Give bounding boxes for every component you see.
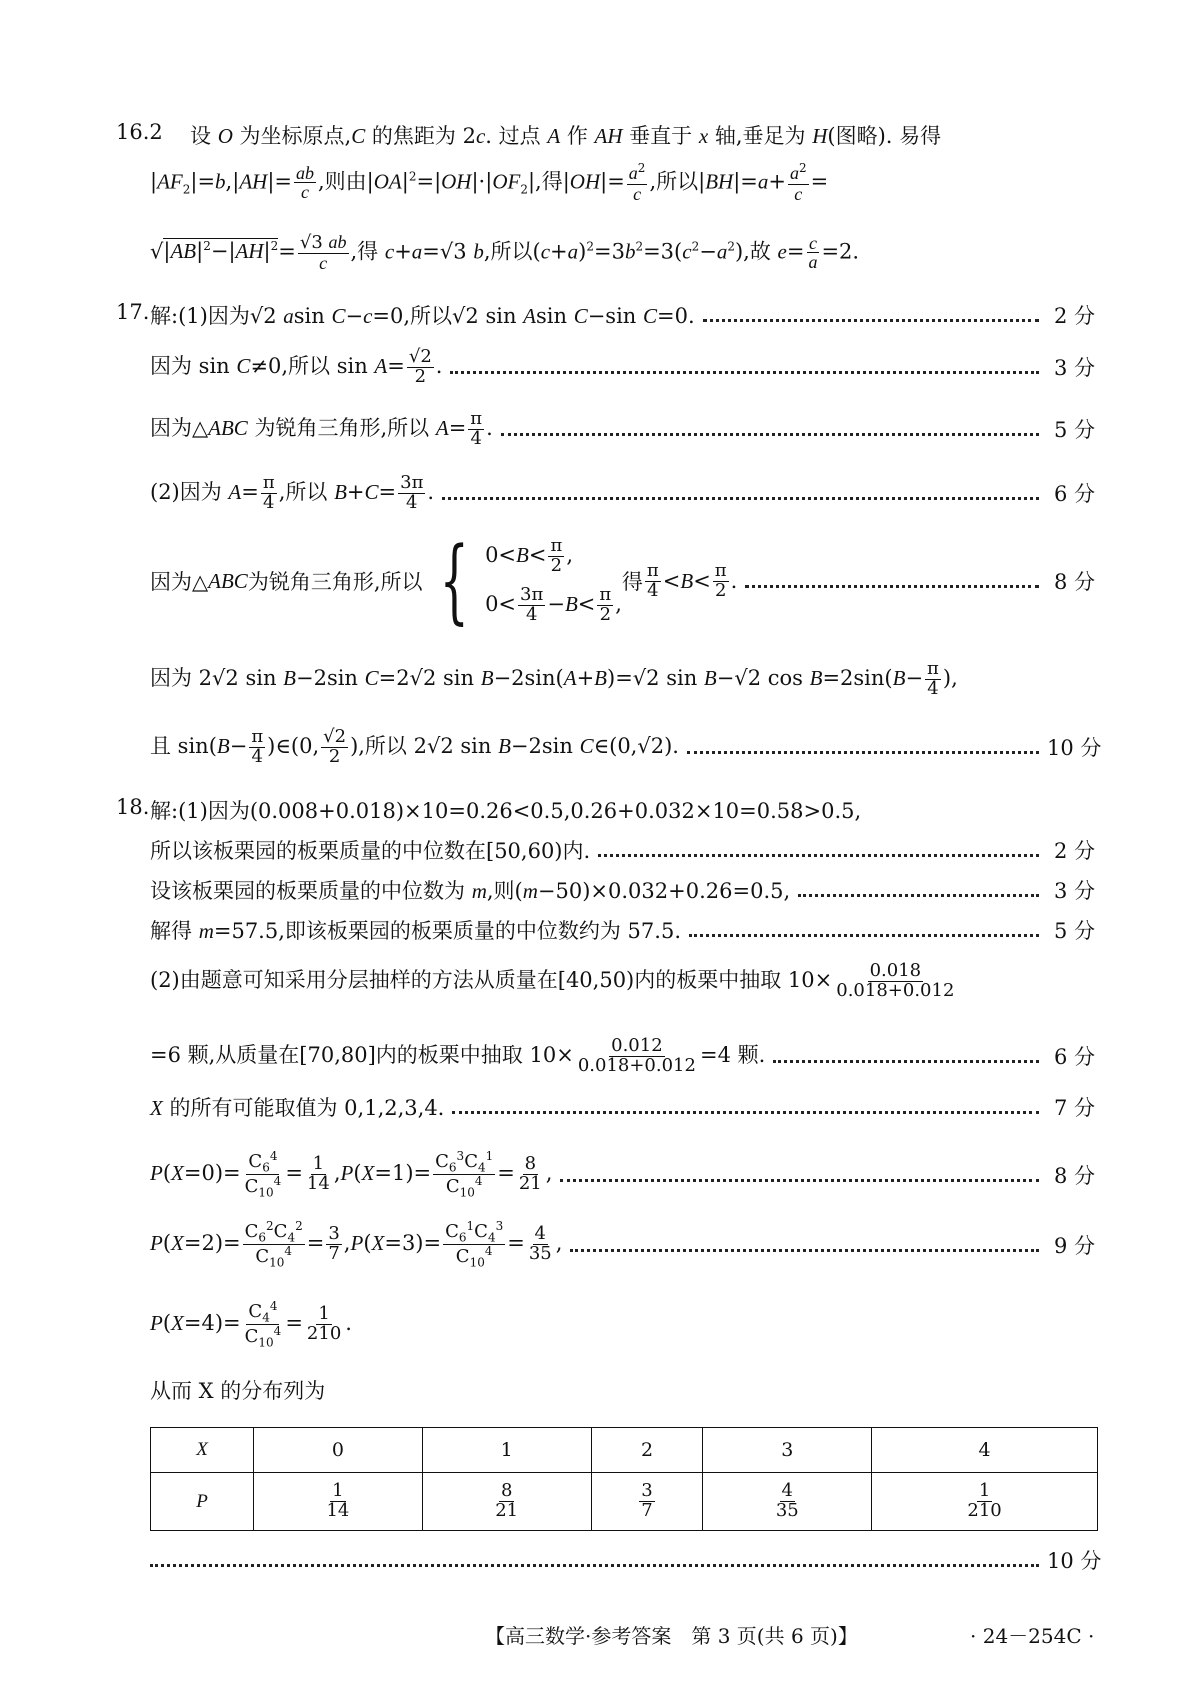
question-number-17: 17. [116,300,150,324]
q16-num: 16. [116,120,150,144]
q16-answer: 2 [149,120,163,144]
score: 6 分 [1053,1045,1095,1070]
q18-line-1: 解:(1)因为(0.008+0.018)×10=0.26<0.5,0.26+0.032×10=0.58>0.5, [150,799,862,823]
table-cell: $\frac{4}{35}$ [703,1473,872,1531]
q17-line-1: 解:(1)因为√2 asin C−c=0,所以√2 sin Asin C−sin C=0. 2 分 [150,300,1095,330]
table-header-x: X [151,1428,254,1473]
table-row [151,1428,1098,1473]
q17-line-4: (2)因为 A= $\frac{\pi}{4}$ ,所以 B+C= $\frac{3\pi}{4}$ . 6 分 [150,472,1095,513]
table-cell: $\frac{1}{210}$ [872,1473,1098,1531]
table-cell: 0 [254,1428,423,1473]
question-number-18: 18. [116,795,150,819]
table-cell: $\frac{3}{7}$ [591,1473,703,1531]
distribution-table [150,1427,1098,1531]
q18-line-8: P(X=0)= $\frac{C_6^4}{C_{10}^4}$ = $\frac{1}{14}$ ,P(X=1)= $\frac{C_6^3C_4^1}{C_{10}^4}$ = $\frac{8}{21}$ , 8 分 [150,1149,1095,1200]
q18-line-10: P(X=4)= $\frac{C_4^4}{C_{10}^4}$ = $\frac{1}{210}$ . [150,1299,352,1350]
score: 7 分 [1053,1096,1095,1120]
score: 5 分 [1053,418,1095,443]
score: 10 分 [1047,1549,1102,1573]
q18-line-11: 从而 X 的分布列为 [150,1379,326,1403]
q17-line-3: 因为△ABC 为锐角三角形,所以 A= $\frac{\pi}{4}$ . 5 分 [150,408,1095,449]
score: 3 分 [1053,356,1095,381]
score: 3 分 [1053,879,1095,903]
table-cell: $\frac{1}{14}$ [254,1473,423,1531]
q18-final-score-line [150,1545,1102,1575]
score: 8 分 [1053,570,1095,594]
q18-line-5: (2)由题意可知采用分层抽样的方法从质量在[40,50)内的板栗中抽取 10× $\frac{0.018}{0.018+0.012}$ [150,960,955,1001]
page-footer-code: · 24－254C · [970,1624,1095,1648]
question-number-16 [116,120,163,144]
score: 6 分 [1053,482,1095,507]
table-cell: 1 [422,1428,591,1473]
table-header-p: P [151,1473,254,1531]
table-cell: 2 [591,1428,703,1473]
score: 5 分 [1053,919,1095,943]
q18-line-7: X 的所有可能取值为 0,1,2,3,4. 7 分 [150,1092,1095,1122]
q18-line-2: 所以该板栗园的板栗质量的中位数在[50,60)内. 2 分 [150,835,1095,865]
table-cell: $\frac{8}{21}$ [422,1473,591,1531]
q17-line-7: 且 sin(B− $\frac{\pi}{4}$ )∈(0, $\frac{√2}{2}$ ),所以 2√2 sin B−2sin C∈(0,√2). 10 分 [150,726,1102,767]
score: 2 分 [1053,304,1095,328]
table-row [151,1473,1098,1531]
table-cell: 4 [872,1428,1098,1473]
q17-line-5: 因为△ ABC 为锐角三角形,所以 { 0<B< $\frac{\pi}{2}$ , 0< $\frac{3\pi}{4}$ −B< $\frac{\pi}{2}$ , 得 $\frac{\pi}{4}$ < B < $\frac{\pi}{2}$ . 8 分 [150,527,1095,634]
score: 2 分 [1053,839,1095,863]
q16-line-2: $|AF_2|=b,|AH|=$ $\frac{ab}{c}$ ,则由$|OA|^2=|OH|\cdot|OF_2|$,得|OH|= $\frac{a^2}{c}$ ,所以|BH|=a+ $\frac{a^2}{c}$ = [150,161,829,204]
q17-line-6: 因为 2√2 sin B−2sin C=2√2 sin B−2sin(A+B)=√2 sin B−√2 cos B=2sin(B− $\frac{\pi}{4}$ ), [150,658,958,699]
score: 10 分 [1047,736,1102,761]
q16-line-1: 设 O 为坐标原点,C 的焦距为 2c. 过点 A 作 AH 垂直于 x 轴,垂足为 H(图略). 易得 [190,124,942,148]
q18-line-3: 设该板栗园的板栗质量的中位数为 m,则(m−50)×0.032+0.26=0.5, 3 分 [150,875,1095,905]
page-footer-title: 【高三数学·参考答案 第 3 页(共 6 页)】 [485,1624,858,1648]
q18-line-9: P(X=2)= $\frac{C_6^2C_4^2}{C_{10}^4}$ = $\frac{3}{7}$ ,P(X=3)= $\frac{C_6^1C_4^3}{C_{10}^4}$ = $\frac{4}{35}$ , 9 分 [150,1219,1095,1270]
score: 9 分 [1053,1233,1095,1258]
q18-line-4: 解得 m=57.5,即该板栗园的板栗质量的中位数约为 57.5. 5 分 [150,915,1095,945]
q18-line-6: =6 颗,从质量在[70,80]内的板栗中抽取 10× $\frac{0.012}{0.018+0.012}$ =4 颗. 6 分 [150,1035,1095,1076]
score: 8 分 [1053,1163,1095,1188]
table-cell: 3 [703,1428,872,1473]
q17-line-2: 因为 sin C≠0,所以 sin A= $\frac{√2}{2}$ . 3 分 [150,346,1095,387]
q16-line-3: $√|AB|^2-|AH|^2=$ $\frac{√3 ab}{c}$ ,得 c+a=√3 b,所以$(c+a)^2=3b^2=3(c^2-a^2)$,故 e= $\frac{c}{a}$ =2. [150,232,860,273]
